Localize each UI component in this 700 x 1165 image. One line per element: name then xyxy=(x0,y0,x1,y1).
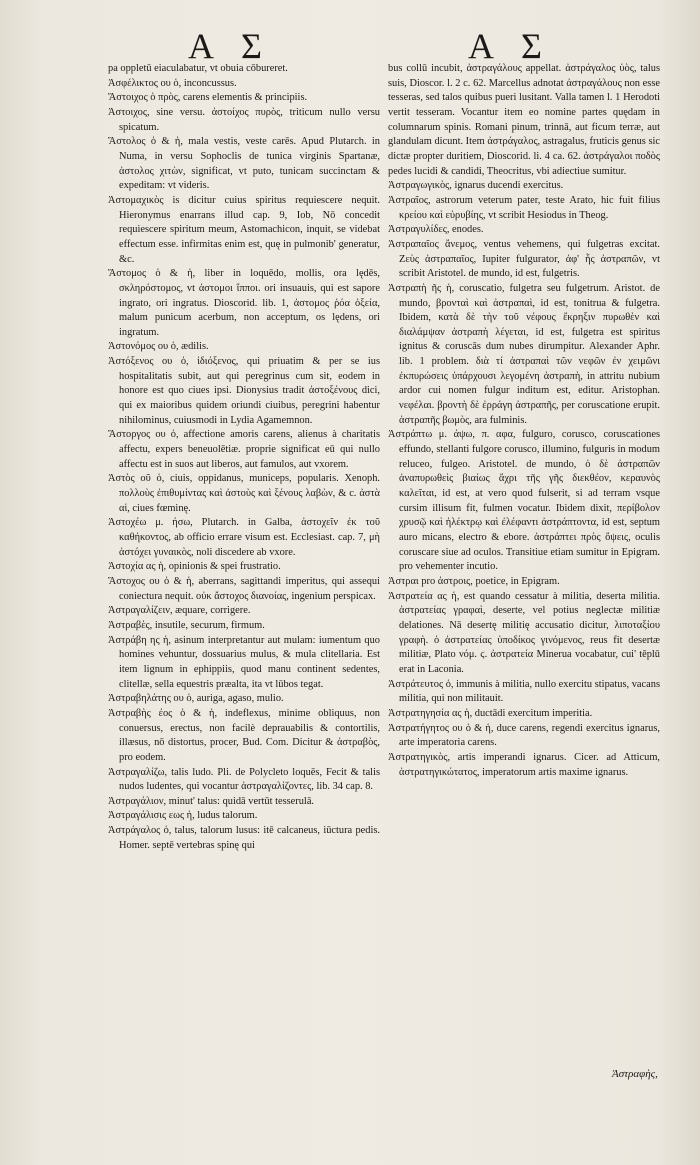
dictionary-entry: Ἀστραγαλίζειν, æquare, corrigere. xyxy=(108,605,251,617)
dictionary-entry: Ἄστοχος ου ὁ & ἡ, aberrans, sagittandi imperitus, qui assequi coniectura nequit. οὐκ ἄστοχος διανοίας, ingenium perspicax. xyxy=(108,575,380,602)
dictionary-entry: Ἄστοιχος ὁ πρὸς, carens elementis & principiis. xyxy=(108,92,308,104)
dictionary-entry: Ἀστοιχος, sine versu. ἀστοίχος πυρὸς, triticum nullo versu spicatum. xyxy=(108,106,380,133)
dictionary-entry: Ἀστράπτω μ. άψω, π. αφα, fulguro, corusco, coruscationes effundo, stellanti fulgore corusco, illumino, fulguris in modum reluceo, fulgeo. Aristotel. de mundo, ὁ δὲ ἀστραπῶν ἀναπυρωθεὶς βιαίως ἄχρι τῆς γῆς διεκθέον, κεραυνὸς καλεῖται, id est, at vero quod fulserit, si ad terram vsque cursim illisum fit, fulmen vocatur. Ibidem dixit, περίβολον χρυσῷ καὶ ἠλέκτρῳ καὶ ἐλέφαντι ἀστράπτοντα, id est, septum auro micans, electro & ebore. ἀστράπτει πρὸς ὄψεις, oculis coruscare siue ad oculos. Transitiue etiam sumitur in Epigram. pro vehementer incutio. xyxy=(388,429,660,573)
dictionary-entry: Ἀστόξενος ου ὁ, ἰδιόξενος, qui priuatim & per se ius hospitalitatis subit, aut qui peregrinus cum sit, eodem in honore est quo ciues ipsi. Dionysius tradit ἀστοξένους dici, qui ex maioribus quidem oriundi ciuibus, peregrini habentur nihilominus, cuiusmodi in Lydia Agamemnon. xyxy=(108,356,380,426)
dictionary-entry: Ἀσφέλικτος ου ὁ, inconcussus. xyxy=(108,77,237,89)
dictionary-entry: Ἀστρατηγησία ας ἡ, ductādi exercitum imperitia. xyxy=(388,707,593,719)
dictionary-entry: Ἀστρατηγικὸς, artis imperandi ignarus. Cicer. ad Atticum, ἀστρατηγικώτατος, imperatorum artis maxime ignarus. xyxy=(388,751,660,778)
dictionary-entry: Ἀστὸς οῦ ὁ, ciuis, oppidanus, municeps, popularis. Xenoph. πολλοὺς ἐπιθυμίντας καὶ ἀστοὺς καὶ ξένους λαβὼν, & c. ἀστὰ αἱ, ciues fœminę. xyxy=(108,473,380,514)
dictionary-entry: Ἄστολος ὁ & ἡ, mala vestis, veste carēs. Apud Plutarch. in Numa, in versu Sophoclis de tunica virginis Spartanæ, ἀστολος χιτὼν, significat, vt puto, tunicam succinctam & expeditam: vt videris. xyxy=(108,136,380,192)
dictionary-entry: Ἀστοχία ας ἡ, opinionis & spei frustratio. xyxy=(108,561,281,573)
right-column xyxy=(388,62,660,780)
dictionary-entry: Ἀστραπὴ ῆς ἡ, coruscatio, fulgetra seu fulgetrum. Aristot. de mundo, βρονταὶ καὶ ἀστραπαὶ, id est, tonitrua & fulgetra. Ibidem, κατὰ δὲ τὴν τοῦ νέφους ἔκρηξιν πυρωθὲν καὶ διαλάμψαν ἀστραπὴ λέγεται, id est, fulgetra est spiritus ignitus & coruscās dum nubes dirumpitur. Alexander Aphr. lib. 1 problem. διὰ τί ἀστραπαὶ τῶν νεφῶν ἐν χειμῶνι ἐκπυρώσεις ὑπάρχουσι λεγομένη ἀστραπὴ, in attritu nubium ardor cui nomen fulgur inditum est, editur. Aristophan. νεφέλαι. βροντὴ δὲ ἐρράγη ἀστραπῆς, per coruscatione erupit. ἀστραπῆς βωμὸς, ara fulminis. xyxy=(388,282,660,426)
dictionary-entry: Ἀστράβη ης ἡ, asinum interpretantur aut mulam: iumentum quo homines vehuntur, dossuarius mulus, & mula clitellaria. Est item lignum in ephippiis, quod manu continent sedentes, clitellæ, sella equestris præalta, ita vt lūbos tegat. xyxy=(108,634,380,690)
dictionary-entry: Ἀστραι pro ἀστροις, poetice, in Epigram. xyxy=(388,575,560,587)
dictionary-entry: Ἀστομαχικὸς is dicitur cuius spiritus requiescere nequit. Hieronymus enarrans illud cap. 9, Iob, Nō concedit requiescere spiritum meum, Astomachicon, inquit, se videbat effectum esse. infirmitas enim est, quę in pulmonib' generatur, &c. xyxy=(108,194,380,265)
dictionary-entry: Ἀστραγαλίζω, talis ludo. Pli. de Polycleto loquēs, Fecit & talis nudos ludentes, qui vocantur ἀστραγαλίζοντες, lib. 34 cap. 8. xyxy=(108,766,380,793)
dictionary-entry: Ἀστράγαλος ὁ, talus, talorum lusus: itē calcaneus, iūctura pedis. Homer. septē vertebras spinę qui xyxy=(108,825,380,851)
catchword: Ἀστραφὴς, xyxy=(612,1068,658,1080)
dictionary-entry: Ἀστραγάλισις εως ἡ, ludus talorum. xyxy=(108,810,258,822)
left-column xyxy=(108,62,380,853)
running-head-right: Α Σ xyxy=(468,26,552,66)
dictionary-entry: Ἀστραγωγικὸς, ignarus ducendi exercitus. xyxy=(388,180,564,192)
dictionary-entry: Ἀστραπαῖος ἄνεμος, ventus vehemens, qui fulgetras excitat. Ζεὺς ἀστραπαῖος, Iupiter fulgurator, ἀφ' ἧς ἀστραπῶν, vt scribit Aristotel. de mundo, id est, fulgetris. xyxy=(388,238,660,280)
dictionary-entry: Ἀστραβηλάτης ου ὁ, auriga, agaso, mulio. xyxy=(108,693,284,705)
dictionary-entry: Ἀστραβὲς, insutile, securum, firmum. xyxy=(108,619,265,631)
dictionary-entry: Ἀστράτευτος ὁ, immunis à militia, nullo exercitu stipatus, vacans militia, qui non militauit. xyxy=(388,678,660,705)
dictionary-entry: bus collū incubit, ἀστραγάλους appellat. ἀστράγαλος ὑὸς, talus suis, Dioscor. l. 2 c. 62. Marcellus adnotat ἀστραγάλους non esse tesseras, sed talos quibus pueri lusitant. Valla tamen l. 1 Herodoti vertit tesseram. Vocantur item eo nomine partes quędam in columnarum spinis. Romani pinum, trinnā, aut ficum terræ, aut glandulam dicunt. Item ἀστράγαλος, astragalus, fruticis genus sic dictæ propter duritiem, Dioscorid. li. 4 ca. 62. ἀστράγαλοι ποδὸς pedes lucidi & candidi, Theocritus, vbi adiectiue sumitur. xyxy=(388,63,660,177)
dictionary-entry: Ἄστομος ὁ & ἡ, liber in loquēdo, mollis, ora lędēs, σκληρόστομος, vt ἀστομοι ἵπποι. ori insuauis, qui est sapore ingrato, ori ingratus. Dioscorid. lib. 1, ἀστομος ῥόα ὀξεία, malum punicum acerbum, non acceptum, os lędens, ori ingratum. xyxy=(108,268,380,338)
running-head-left: Α Σ xyxy=(188,26,272,66)
dictionary-entry: Ἀστραγυλίδες, enodes. xyxy=(388,224,484,236)
dictionary-entry: Ἀστραῖος, astrorum veterum pater, teste Arato, hic fuit filius κρείου καὶ εὐρυβίης, vt scribit Hesiodus in Theog. xyxy=(388,194,660,221)
dictionary-entry: Ἀστρατήγητος ου ὁ & ἡ, duce carens, regendi exercitus ignarus, arte imperatoria carens. xyxy=(388,722,660,749)
dictionary-entry: Ἀστοχέω μ. ήσω, Plutarch. in Galba, ἀστοχεῖν ἐκ τοῦ καθήκοντος, ab officio errare visum est. Ecclesiast. cap. 7, μὴ ἀστόχει γυναικὸς, noli discedere ab vxore. xyxy=(108,517,380,558)
dictionary-entry: Ἄστοργος ου ὁ, affectione amoris carens, alienus à charitatis affectu, expers beneuolētiæ. proprie significat eū qui nullo affectu est in suos aut liberos, aut famulos, aut vxorem. xyxy=(108,429,380,470)
dictionary-entry: Ἀστονόμος ου ὁ, ædilis. xyxy=(108,341,209,353)
dictionary-entry: pa oppletū eiaculabatur, vt obuia cōbureret. xyxy=(108,63,288,74)
dictionary-entry: Ἀστραβὴς έος ὁ & ἡ, indeflexus, minime obliquus, non conuersus, erectus, non facilè deprauabilis & contortilis, illæsus, nō distortus, procer, Bud. Com. Dicitur & ἀστραβὸς, pro eodem. xyxy=(108,707,380,763)
dictionary-entry: Ἀστραγάλιον, minut' talus: quidā vertūt tesserulā. xyxy=(108,795,315,807)
dictionary-entry: Ἀστρατεία ας ἡ, est quando cessatur à militia, deserta militia. ἀστρατείας γραφαὶ, deserte, vel potius neglectæ militiæ delationes. Nā desertę militię accusatio dicitur, λιποταξίου γραφὴ. ὁ ἀστρατείας ὑποδίκος γινόμενος, reus fit desertæ militiæ, Plato νόμ. ϛ. ἀστρατεία Minerua vocabatur, cui' tēplū erat in Laconia. xyxy=(388,590,660,675)
